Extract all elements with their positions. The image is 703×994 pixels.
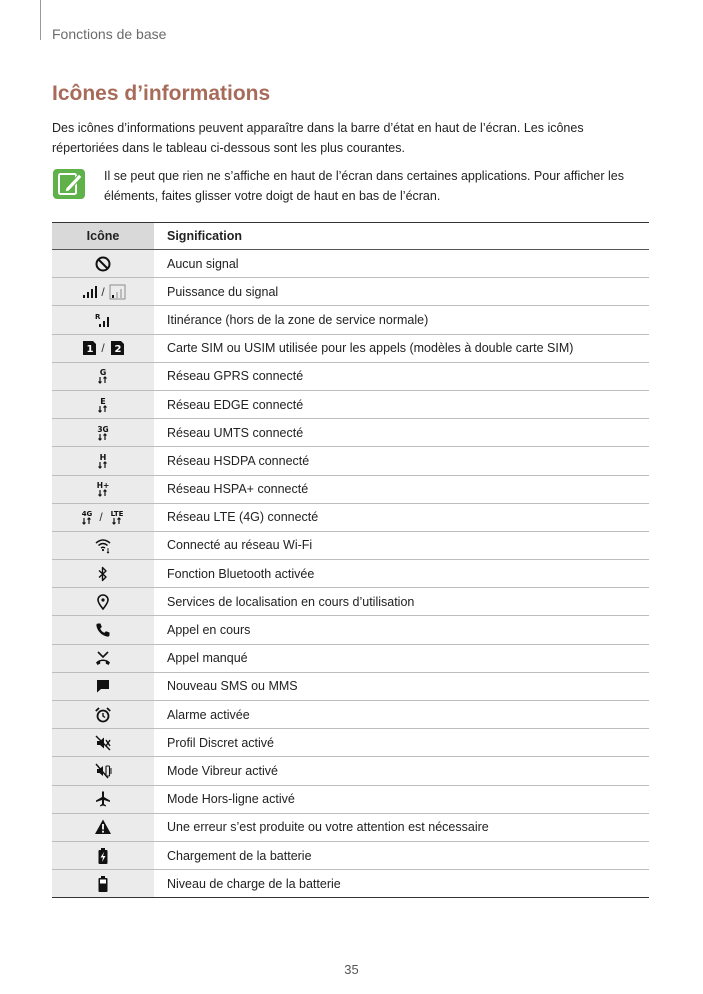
- bluetooth-icon: [94, 565, 112, 583]
- table-row: [52, 250, 649, 277]
- table-row: [52, 305, 649, 333]
- row-meaning: Nouveau SMS ou MMS: [167, 679, 298, 694]
- missed-call-icon: [94, 649, 112, 667]
- umts-label: 3G: [97, 424, 109, 434]
- location-icon: [94, 593, 112, 611]
- row-meaning: Mode Vibreur activé: [167, 763, 278, 778]
- table-row: [52, 475, 649, 503]
- page-number: 35: [344, 962, 359, 977]
- hsdpa-label: H: [99, 452, 107, 462]
- row-meaning: Alarme activée: [167, 707, 250, 722]
- signal-strength-icon: [80, 283, 98, 301]
- icon-separator: /: [99, 510, 103, 525]
- header-rule: [40, 0, 41, 40]
- table-body: [52, 250, 649, 897]
- table-row: [52, 277, 649, 305]
- row-meaning: Puissance du signal: [167, 284, 279, 299]
- lte-icon: [106, 508, 128, 526]
- roaming-label: R: [95, 312, 101, 321]
- table-row: [52, 813, 649, 841]
- row-meaning: Réseau UMTS connecté: [167, 425, 304, 440]
- table-row: [52, 615, 649, 643]
- note-pencil-icon: [52, 168, 86, 200]
- row-meaning: Connecté au réseau Wi-Fi: [167, 538, 313, 553]
- table-row: [52, 869, 649, 897]
- lte-label: LTE: [110, 510, 124, 519]
- row-meaning: Aucun signal: [167, 256, 239, 271]
- row-meaning: Carte SIM ou USIM utilisée pour les appels (modèles à double carte SIM): [167, 341, 574, 356]
- table-row: [52, 756, 649, 784]
- gprs-icon: [94, 367, 112, 385]
- table-row: [52, 362, 649, 390]
- row-meaning: Réseau EDGE connecté: [167, 397, 304, 412]
- icon-separator: /: [101, 341, 105, 356]
- page-title: Icônes d’informations: [52, 82, 271, 105]
- table-header: [52, 223, 649, 250]
- table-row: [52, 446, 649, 474]
- table-row: [52, 644, 649, 672]
- row-meaning: Une erreur s’est produite ou votre attention est nécessaire: [167, 820, 489, 835]
- warning-icon: [94, 818, 112, 836]
- row-meaning: Réseau HSPA+ connecté: [167, 482, 309, 497]
- row-meaning: Niveau de charge de la batterie: [167, 876, 341, 891]
- roaming-icon: [94, 311, 112, 329]
- row-meaning: Chargement de la batterie: [167, 848, 312, 863]
- hspa-label: H+: [96, 481, 110, 491]
- call-icon: [94, 621, 112, 639]
- sim-card-icon: [108, 339, 126, 357]
- lte-icon: [78, 508, 96, 526]
- column-header-icon: Icône: [52, 223, 154, 249]
- icon-separator: /: [101, 284, 105, 299]
- row-meaning: Mode Hors-ligne activé: [167, 792, 295, 807]
- hspa-plus-icon: [94, 480, 112, 498]
- row-meaning: Réseau HSDPA connecté: [167, 453, 310, 468]
- table-row: [52, 418, 649, 446]
- column-header-meaning: Signification: [167, 229, 242, 243]
- table-row: [52, 785, 649, 813]
- note-text: Il se peut que rien ne s’affiche en haut de l’écran dans certaines applications. Pour afficher les éléments, faites glisser votre doigt de haut en bas de l’écran.: [104, 169, 625, 203]
- table-row: [52, 503, 649, 531]
- row-meaning: Itinérance (hors de la zone de service normale): [167, 312, 429, 327]
- message-icon: [94, 677, 112, 695]
- section-header: Fonctions de base: [52, 26, 167, 42]
- table-row: [52, 559, 649, 587]
- battery-charging-icon: [94, 847, 112, 865]
- hsdpa-icon: [94, 452, 112, 470]
- row-meaning: Fonction Bluetooth activée: [167, 566, 315, 581]
- table-row: [52, 841, 649, 869]
- edge-icon: [94, 396, 112, 414]
- mute-icon: [94, 734, 112, 752]
- icon-table: [52, 222, 649, 898]
- sim-card-icon: [80, 339, 98, 357]
- wifi-icon: [94, 536, 112, 554]
- airplane-icon: [94, 790, 112, 808]
- table-row: [52, 587, 649, 615]
- table-row: [52, 531, 649, 559]
- vibrate-icon: [94, 762, 112, 780]
- row-meaning: Appel manqué: [167, 651, 248, 666]
- no-signal-icon: [94, 255, 112, 273]
- sim1-label: 1: [86, 344, 94, 356]
- row-meaning: Services de localisation en cours d’utilisation: [167, 594, 415, 609]
- intro-paragraph: Des icônes d’informations peuvent apparaître dans la barre d’état en haut de l’écran. Les icônes répertoriées dans le tableau ci-dessous sont les plus courantes.: [52, 121, 584, 155]
- table-row: [52, 390, 649, 418]
- row-meaning: Réseau GPRS connecté: [167, 369, 304, 384]
- table-row: [52, 700, 649, 728]
- umts-icon: [94, 424, 112, 442]
- table-row: [52, 334, 649, 362]
- battery-level-icon: [94, 875, 112, 893]
- alarm-icon: [94, 706, 112, 724]
- sim2-label: 2: [114, 344, 122, 356]
- gprs-label: G: [99, 368, 107, 378]
- edge-label: E: [100, 396, 106, 406]
- table-row: [52, 728, 649, 756]
- row-meaning: Réseau LTE (4G) connecté: [167, 510, 319, 525]
- fourg-label: 4G: [82, 510, 93, 519]
- row-meaning: Appel en cours: [167, 623, 251, 638]
- table-row: [52, 672, 649, 700]
- row-meaning: Profil Discret activé: [167, 735, 274, 750]
- signal-strength-icon: [108, 283, 126, 301]
